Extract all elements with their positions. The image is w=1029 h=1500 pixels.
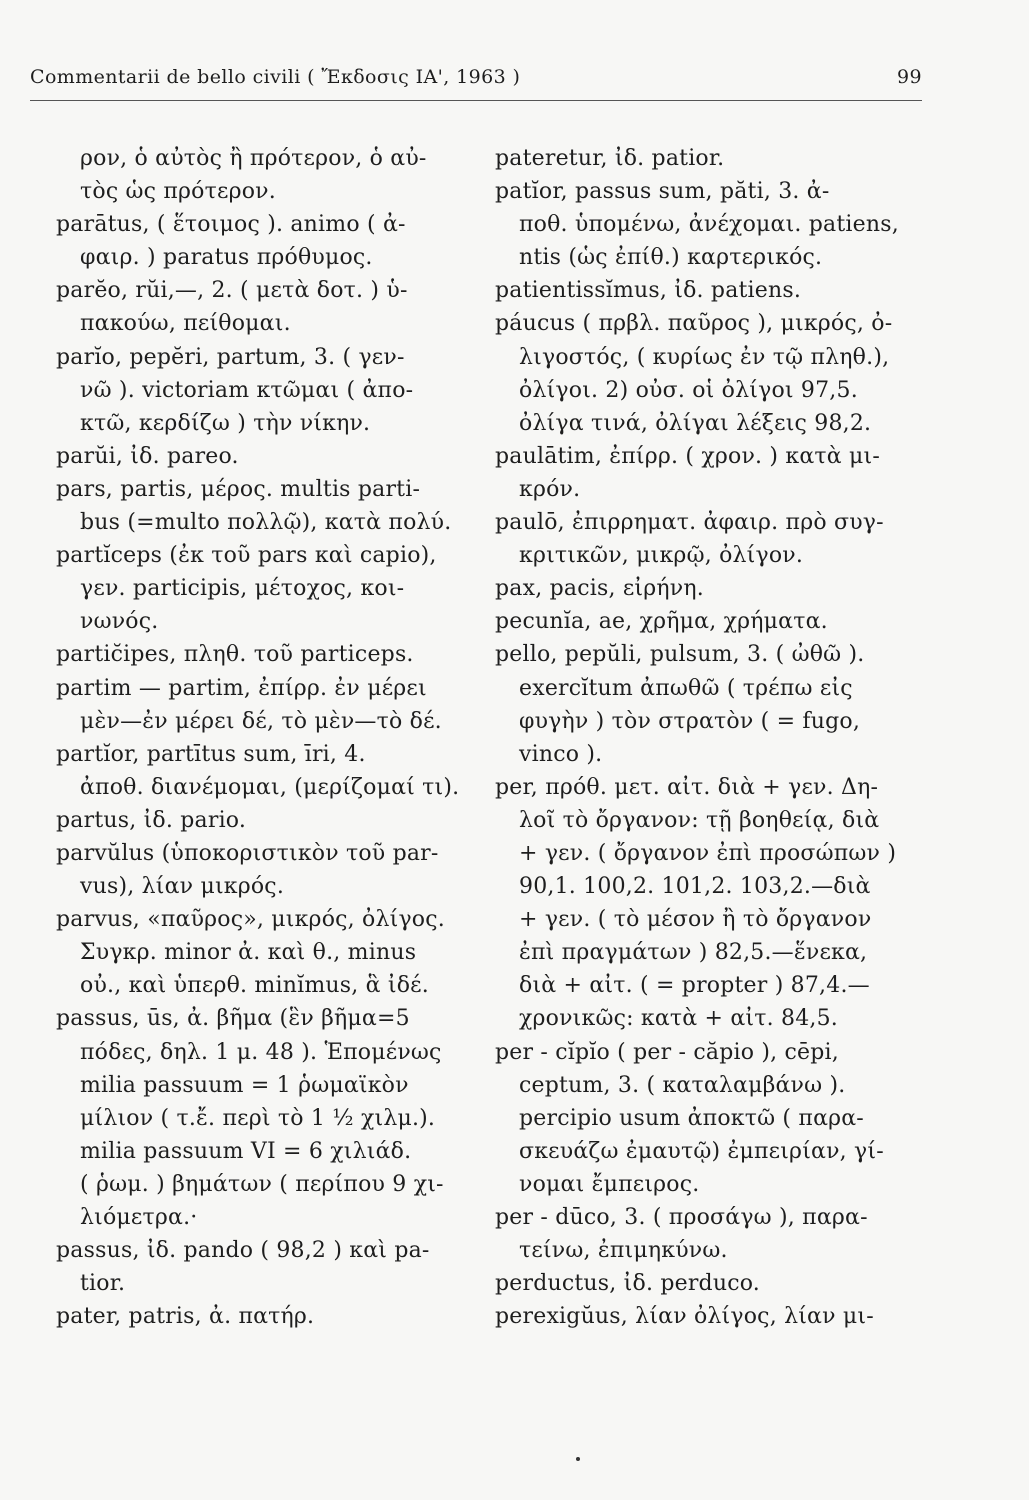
entry-line: pateretur, ἰδ. patior.: [495, 146, 725, 171]
entry-continuation-line: τείνω, ἐπιμηκύνω.: [519, 1238, 728, 1264]
entry-continuation-line: γεν. participis, μέτοχος, κοι-: [80, 576, 405, 602]
entry-continuation-line: πόδες, δηλ. 1 μ. 48 ). Ἑπομένως: [80, 1039, 442, 1065]
entry-continuation-line: tior.: [80, 1271, 126, 1297]
entry-continuation-line: κριτικῶν, μικρῷ, ὀλίγον.: [519, 543, 804, 569]
left-column: [56, 142, 466, 1333]
entry-line: paulātim, ἐπίρρ. ( χρον. ) κατὰ μι-: [495, 443, 880, 469]
entry-line: partus, ἰδ. pario.: [56, 807, 247, 833]
entry-line: paulō, ἐπιρρηματ. ἀφαιρ. πρὸ συγ-: [495, 510, 884, 536]
entry-continuation-line: ὀλίγα τινά, ὀλίγαι λέξεις 98,2.: [519, 410, 872, 436]
entry-continuation-line: milia passuum VI = 6 χιλιάδ.: [80, 1138, 412, 1164]
entry-continuation-line: χρονικῶς: κατὰ + αἰτ. 84,5.: [519, 1006, 838, 1032]
entry-line: patientissĭmus, ἰδ. patiens.: [495, 278, 802, 304]
entry-line: parvŭlus (ὑποκοριστικὸν τοῦ par-: [56, 840, 439, 866]
entry-continuation-line: νωνός.: [80, 609, 159, 635]
entry-continuation-line: οὐ., καὶ ὑπερθ. minĭmus, ἃ ἰδέ.: [80, 973, 429, 999]
page-number: 99: [897, 66, 922, 88]
entry-continuation-line: σκευάζω ἐμαυτῷ) ἐμπειρίαν, γί-: [519, 1138, 884, 1164]
entry-line: per - dūco, 3. ( προσάγω ), παρα-: [495, 1205, 868, 1230]
entry-line: pello, pepŭli, pulsum, 3. ( ὠθῶ ).: [495, 642, 865, 668]
entry-line: passus, ūs, ἀ. βῆμα (ἓν βῆμα=5: [56, 1006, 410, 1032]
entry-line: pater, patris, ἀ. πατήρ.: [56, 1304, 315, 1330]
entry-line: partic̆ipes, πληθ. τοῦ particeps.: [56, 642, 414, 668]
entry-line: perductus, ἰδ. perduco.: [495, 1271, 760, 1297]
entry-continuation-line: κτῶ, κερδίζω ) τὴν νίκην.: [80, 410, 371, 436]
entry-line: parĕo, rŭi,—, 2. ( μετὰ δοτ. ) ὑ-: [56, 278, 408, 304]
entry-line: parĭo, pepĕri, partum, 3. ( γεν-: [56, 344, 405, 370]
entry-continuation-line: μίλιον ( τ.ἔ. περὶ τὸ 1 ½ χιλμ.).: [80, 1105, 436, 1131]
entry-continuation-line: vus), λίαν μικρός.: [80, 874, 285, 900]
entry-continuation-line: ρον, ὁ αὐτὸς ἢ πρότερον, ὁ αὐ-: [80, 146, 427, 171]
entry-continuation-line: φυγὴν ) τὸν στρατὸν ( = fugo,: [519, 708, 861, 734]
entry-continuation-line: + γεν. ( τὸ μέσον ἢ τὸ ὄργανον: [519, 907, 872, 933]
entry-continuation-line: λοῖ τὸ ὄργανον: τῇ βοηθείᾳ, διὰ: [519, 807, 880, 833]
entry-continuation-line: φαιρ. ) paratus πρόθυμος.: [80, 245, 373, 271]
entry-continuation-line: ἐπὶ πραγμάτων ) 82,5.—ἕνεκα,: [519, 940, 868, 966]
entry-line: perexigŭus, λίαν ὀλίγος, λίαν μι-: [495, 1304, 874, 1330]
entry-continuation-line: τὸς ὡς πρότερον.: [80, 179, 276, 205]
entry-line: páucus ( πρβλ. παῦρος ), μικρός, ὀ-: [495, 311, 893, 337]
entry-line: partim — partim, ἐπίρρ. ἐν μέρει: [56, 675, 427, 701]
entry-continuation-line: ὀλίγοι. 2) οὐσ. οἱ ὀλίγοι 97,5.: [519, 377, 858, 403]
entry-continuation-line: πακούω, πείθομαι.: [80, 311, 291, 337]
footer-dot: [576, 1457, 580, 1461]
header-rule: [30, 100, 922, 101]
right-column: [495, 142, 925, 1333]
entry-continuation-line: κρόν.: [519, 476, 581, 502]
entry-continuation-line: ποθ. ὑπομένω, ἀνέχομαι. patiens,: [519, 212, 899, 238]
entry-continuation-line: ἀποθ. διανέμομαι, (μερίζομαί τι).: [80, 774, 460, 800]
entry-line: pax, pacis, εἰρήνη.: [495, 576, 704, 602]
entry-line: parātus, ( ἕτοιμος ). animo ( ἀ-: [56, 212, 406, 238]
entry-line: pecunĭa, ae, χρῆμα, χρήματα.: [495, 609, 828, 635]
entry-line: parŭi, ἰδ. pareo.: [56, 443, 239, 469]
entry-line: per, πρόθ. μετ. αἰτ. διὰ + γεν. Δη-: [495, 774, 879, 800]
entry-continuation-line: νομαι ἔμπειρος.: [519, 1171, 700, 1197]
entry-continuation-line: μὲν—ἐν μέρει δέ, τὸ μὲν—τὸ δέ.: [80, 708, 442, 734]
entry-continuation-line: bus (=multo πολλῷ), κατὰ πολύ.: [80, 510, 452, 536]
entry-line: pars, partis, μέρος. multis parti-: [56, 476, 421, 502]
entry-continuation-line: νῶ ). victoriam κτῶμαι ( ἀπο-: [80, 377, 414, 403]
running-title: Commentarii de bello civili ( Ἔκδοσις ΙΑ', 1963 ): [30, 66, 521, 88]
entry-continuation-line: milia passuum = 1 ῥωμαϊκὸν: [80, 1072, 409, 1098]
entry-continuation-line: 90,1. 100,2. 101,2. 103,2.—διὰ: [519, 874, 871, 900]
entry-line: per - cĭpĭo ( per - căpio ), cēpi,: [495, 1039, 839, 1065]
entry-line: passus, ἰδ. pando ( 98,2 ) καὶ pa-: [56, 1238, 430, 1264]
entry-continuation-line: λιόμετρα.·: [80, 1205, 198, 1230]
entry-line: partĭor, partītus sum, īri, 4.: [56, 741, 366, 767]
entry-continuation-line: + γεν. ( ὄργανον ἐπὶ προσώπων ): [519, 840, 897, 866]
entry-continuation-line: ntis (ὡς ἐπίθ.) καρτερικός.: [519, 245, 823, 271]
entry-line: partĭceps (ἐκ τοῦ pars καὶ capio),: [56, 543, 437, 569]
entry-continuation-line: λιγοστός, ( κυρίως ἐν τῷ πληθ.),: [519, 344, 890, 370]
entry-continuation-line: vinco ).: [519, 741, 603, 767]
entry-continuation-line: Συγκρ. minor ἀ. καὶ θ., minus: [80, 940, 417, 966]
entry-line: parvus, «παῦρος», μικρός, ὀλίγος.: [56, 907, 445, 933]
entry-continuation-line: ceptum, 3. ( καταλαμβάνω ).: [519, 1072, 846, 1098]
entry-line: patĭor, passus sum, păti, 3. ἀ-: [495, 179, 830, 205]
entry-continuation-line: exercĭtum ἀπωθῶ ( τρέπω εἰς: [519, 675, 853, 701]
entry-continuation-line: percipio usum ἀποκτῶ ( παρα-: [519, 1105, 864, 1131]
entry-continuation-line: ( ῥωμ. ) βημάτων ( περίπου 9 χι-: [80, 1171, 444, 1197]
running-header: [30, 60, 922, 94]
entry-continuation-line: διὰ + αἰτ. ( = propter ) 87,4.—: [519, 973, 870, 999]
